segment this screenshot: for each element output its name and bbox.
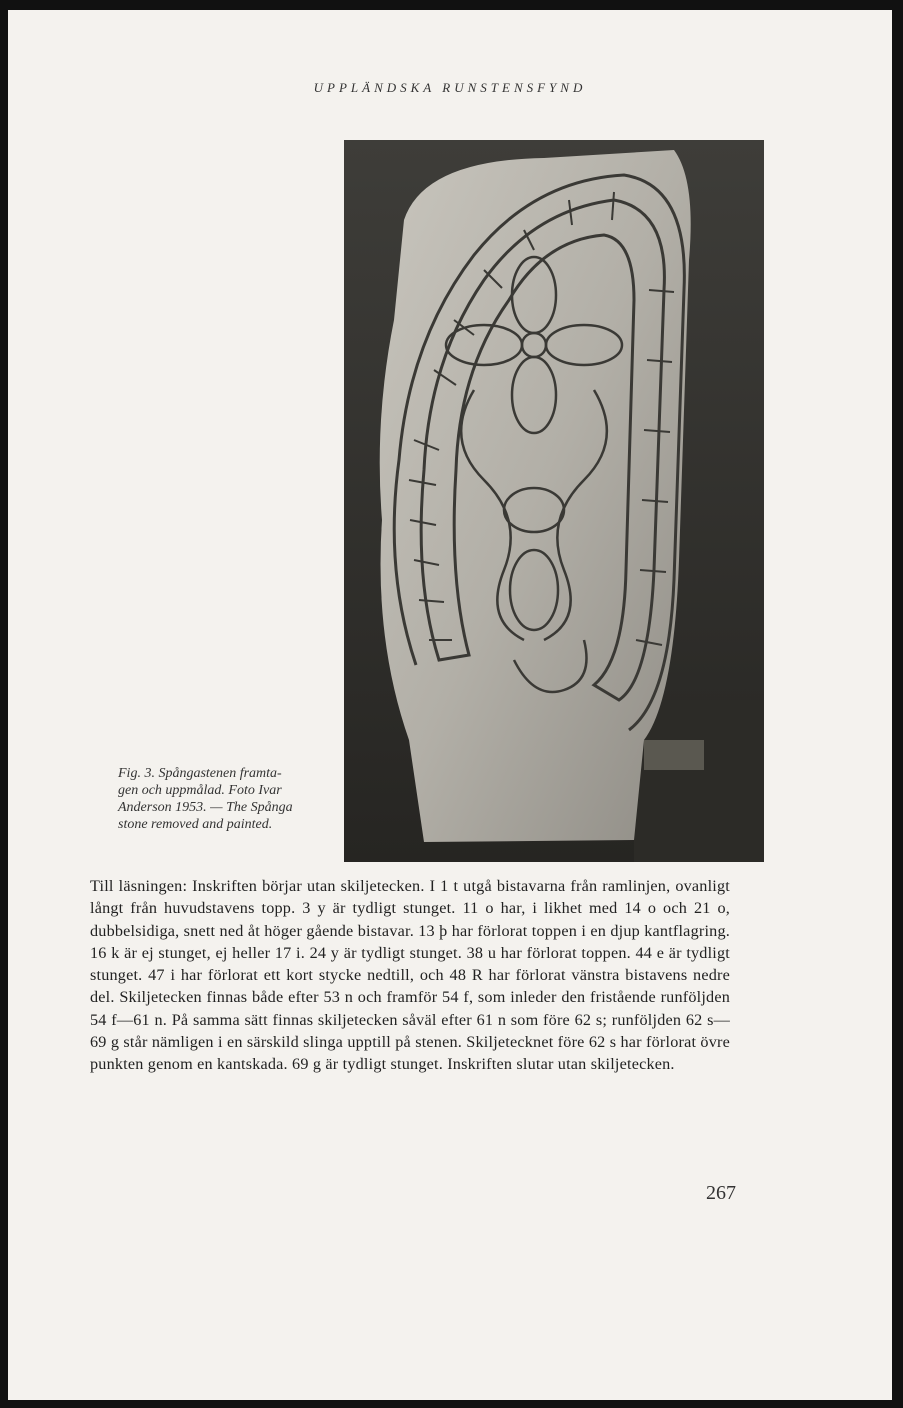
- book-page: [8, 10, 892, 1400]
- page-number: 267: [706, 1182, 736, 1204]
- runestone-photo: [344, 140, 764, 862]
- runestone-illustration: [344, 140, 764, 862]
- figure-caption: Fig. 3. Spångastenen framta- gen och uppmålad. Foto Ivar Anderson 1953. — The Spånga stone removed and painted.: [118, 766, 293, 832]
- running-head: UPPLÄNDSKA RUNSTENSFYND: [313, 80, 587, 95]
- body-paragraph: Till läsningen: Inskriften börjar utan skiljetecken. I 1 t utgå bistavarna från ramlinjen, ovanligt långt från huvudstavens topp. 3 y är tydligt stunget. 11 o har, i likhet med 14 o och 21 o, dubbelsidiga, snett ned åt höger gående bistavar. 13 þ har förlorat toppen i en djup kantflagring. 16 k är ej stunget, ej heller 17 i. 24 y är tydligt stunget. 38 u har förlorat toppen. 44 e är tydligt stunget. 47 i har förlorat ett kort stycke nedtill, och 48 R har förlorat vänstra bistavens nedre del. Skiljetecken finnas både efter 53 n och framför 54 f, som inleder den fristående runföljden 54 f—61 n. På samma sätt finnas skiljetecken såväl efter 61 n som före 62 s; runföljden 62 s—69 g står nämligen i en särskild slinga upptill på stenen. Skiljetecknet före 62 s har förlorat övre punkten genom en kantskada. 69 g är tydligt stunget. Inskriften slutar utan skiljetecken.: [90, 877, 730, 1074]
